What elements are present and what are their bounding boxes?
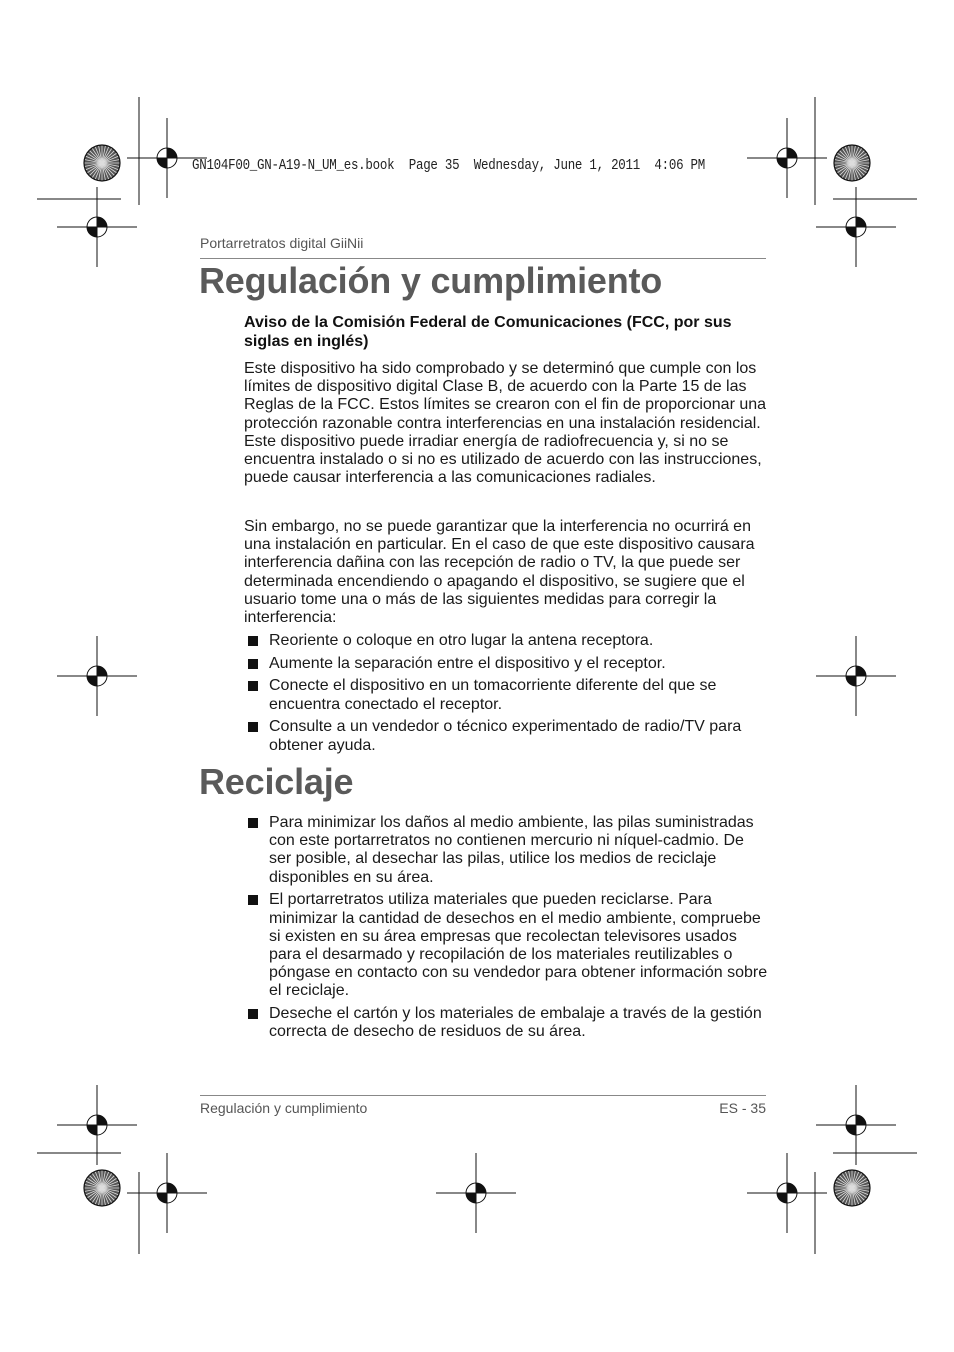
square-bullet-icon bbox=[248, 722, 258, 732]
recycling-list bbox=[244, 814, 769, 1046]
footer-section-name: Regulación y cumplimiento bbox=[200, 1100, 368, 1116]
list-item: Conecte el dispositivo en un tomacorriente diferente del que se encuentra conectado el receptor. bbox=[244, 677, 769, 713]
section-title-reciclaje: Reciclaje bbox=[199, 761, 354, 802]
color-wheel-mark bbox=[834, 145, 870, 181]
square-bullet-icon bbox=[248, 818, 258, 828]
page-number: ES - 35 bbox=[719, 1100, 766, 1116]
color-wheel-mark bbox=[84, 1170, 120, 1206]
square-bullet-icon bbox=[248, 681, 258, 691]
color-wheel-mark bbox=[84, 145, 120, 181]
fcc-paragraph-1: Este dispositivo ha sido comprobado y se determinó que cumple con los límites de dispositivo digital Clase B, de acuerdo con la Parte 15 de las Reglas de la FCC. Estos límites se crearon con el fin de proporcionar una protección razonable contra interferencias en una instalación residencial. Este dispositivo puede irradiar energía de radiofrecuencia y, si no se encuentra instalado o si no es utilizado de acuerdo con las instrucciones, puede causar interferencia a las comunicaciones radiales. bbox=[244, 360, 767, 487]
list-item: Aumente la separación entre el dispositivo y el receptor. bbox=[244, 655, 769, 673]
footer-rule bbox=[200, 1095, 766, 1096]
print-slug: GN104F00_GN-A19-N_UM_es.book Page 35 Wednesday, June 1, 2011 4:06 PM bbox=[192, 158, 706, 174]
list-item: Consulte a un vendedor o técnico experimentado de radio/TV para obtener ayuda. bbox=[244, 718, 769, 754]
running-head: Portarretratos digital GiiNii bbox=[200, 235, 364, 251]
fcc-subtitle: Aviso de la Comisión Federal de Comunicaciones (FCC, por sus siglas en inglés) bbox=[244, 314, 732, 350]
list-item: Reoriente o coloque en otro lugar la antena receptora. bbox=[244, 632, 769, 650]
list-item: El portarretratos utiliza materiales que pueden reciclarse. Para minimizar la cantidad de desechos en el medio ambiente, compruebe si existen en su área empresas que recolectan televisores usados para el desarmado y recopilación de los materiales reutilizables o póngase en contacto con su vendedor para obtener información sobre el reciclaje. bbox=[244, 891, 769, 1000]
section-title-regulacion: Regulación y cumplimiento bbox=[199, 260, 663, 301]
header-rule bbox=[200, 258, 766, 259]
fcc-paragraph-2: Sin embargo, no se puede garantizar que la interferencia no ocurrirá en una instalación en particular. En el caso de que este dispositivo causara interferencia dañina con las recepción de radio o TV, la que puede ser determinada encendiendo o apagando el dispositivo, se sugiere que el usuario tome una o más de las siguientes medidas para corregir la interferencia: bbox=[244, 518, 755, 627]
color-wheel-mark bbox=[834, 1170, 870, 1206]
square-bullet-icon bbox=[248, 895, 258, 905]
fcc-measures-list bbox=[244, 632, 769, 759]
square-bullet-icon bbox=[248, 1009, 258, 1019]
square-bullet-icon bbox=[248, 659, 258, 669]
square-bullet-icon bbox=[248, 636, 258, 646]
list-item: Para minimizar los daños al medio ambiente, las pilas suministradas con este portarretratos no contienen mercurio ni níquel-cadmio. De ser posible, al desechar las pilas, utilice los medios de reciclaje disponibles en su área. bbox=[244, 814, 769, 887]
list-item: Deseche el cartón y los materiales de embalaje a través de la gestión correcta de desecho de residuos de su área. bbox=[244, 1005, 769, 1041]
